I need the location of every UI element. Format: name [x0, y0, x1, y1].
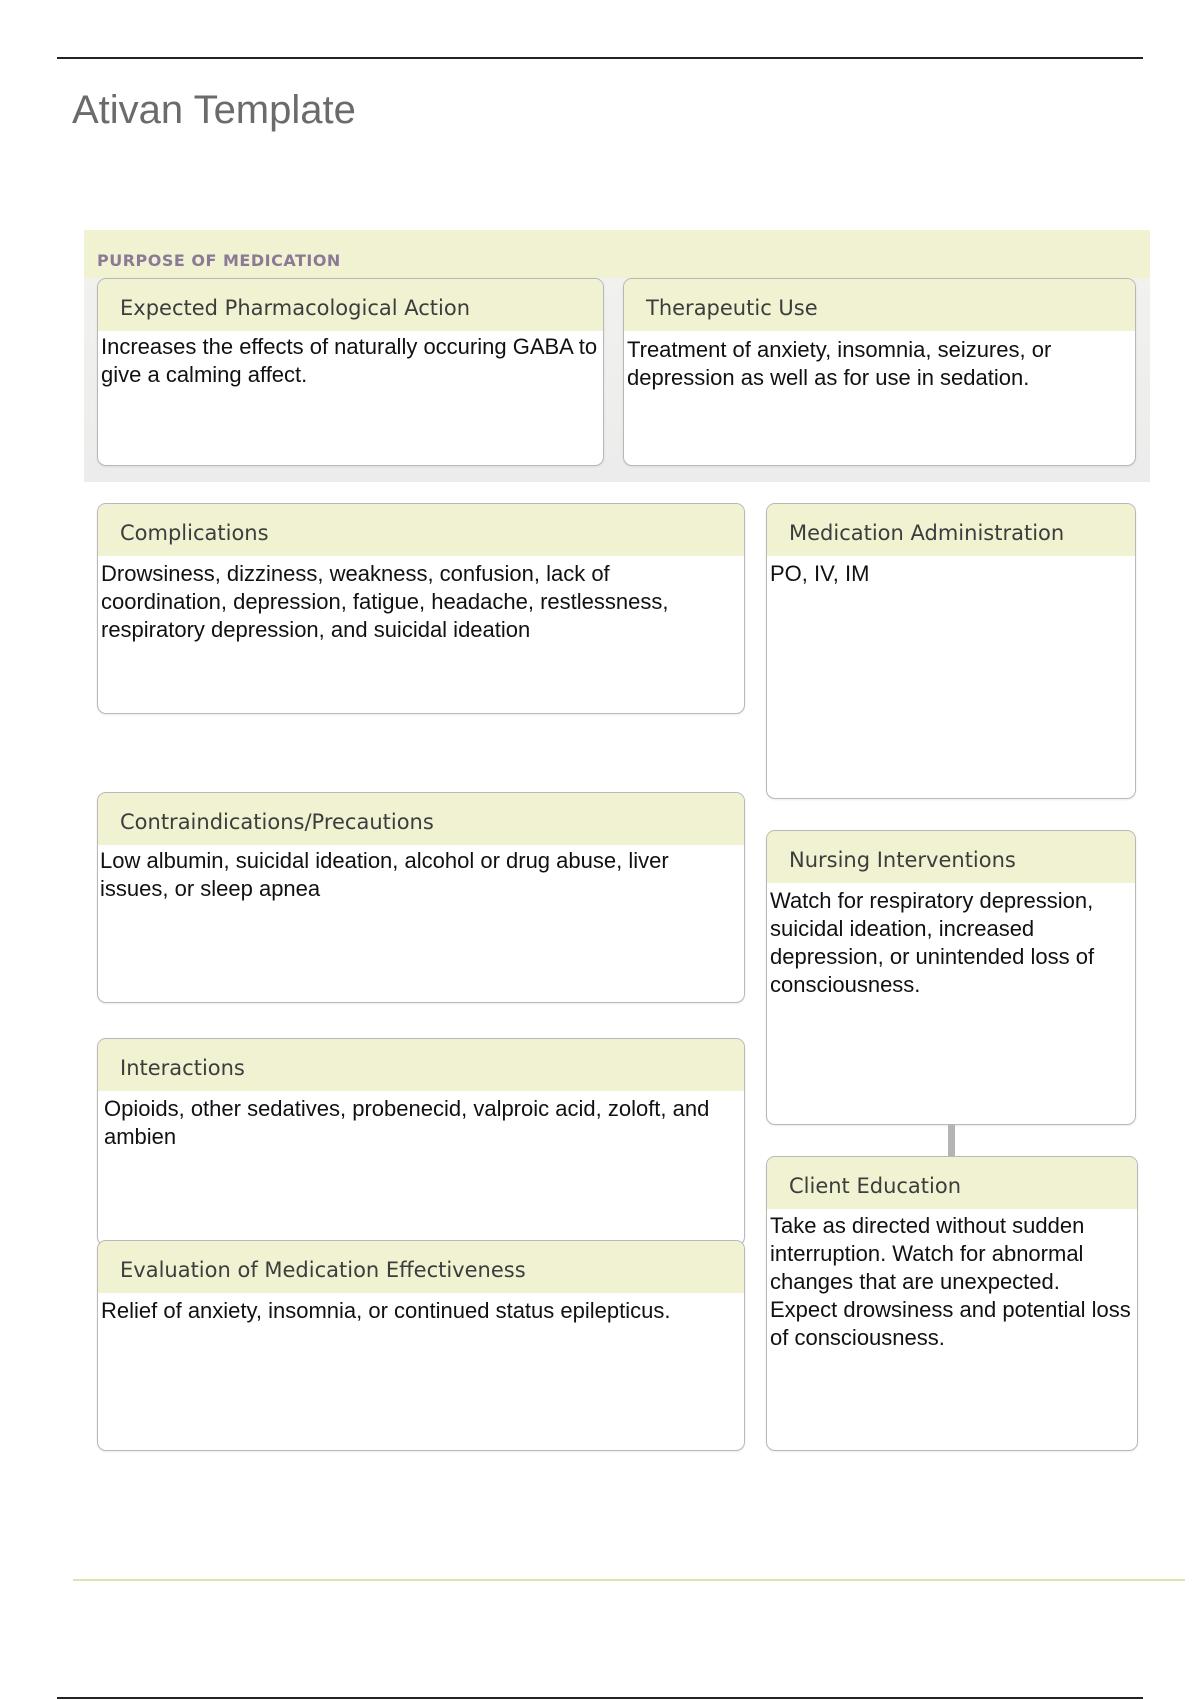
client-education-heading: Client Education [767, 1157, 1137, 1209]
interactions-text: Opioids, other sedatives, probenecid, valproic acid, zoloft, and ambien [104, 1096, 710, 1149]
expected-action-text: Increases the effects of naturally occuring GABA to give a calming affect. [101, 334, 598, 387]
page-title: Ativan Template [72, 88, 356, 132]
client-education-card [766, 1156, 1138, 1451]
contraindications-heading: Contraindications/Precautions [98, 793, 744, 845]
complications-heading: Complications [98, 504, 744, 556]
expected-action-heading: Expected Pharmacological Action [98, 279, 603, 331]
evaluation-text: Relief of anxiety, insomnia, or continued status epilepticus. [101, 1298, 671, 1323]
footer-accent-rule [73, 1579, 1185, 1581]
interactions-card [97, 1038, 745, 1246]
purpose-of-medication-label: PURPOSE OF MEDICATION [97, 251, 341, 270]
nursing-to-education-connector [948, 1125, 955, 1158]
therapeutic-use-text: Treatment of anxiety, insomnia, seizures, or depression as well as for use in sedation. [627, 337, 1052, 390]
client-education-text: Take as directed without sudden interruption. Watch for abnormal changes that are unexpected. Expect drowsiness and potential loss of consciousness. [770, 1213, 1131, 1350]
top-rule [57, 57, 1143, 59]
expected-action-card [97, 278, 604, 466]
nursing-interventions-heading: Nursing Interventions [767, 831, 1135, 883]
contraindications-card [97, 792, 745, 1003]
medication-administration-text: PO, IV, IM [770, 561, 870, 586]
medication-administration-heading: Medication Administration [767, 504, 1135, 556]
nursing-interventions-card [766, 830, 1136, 1125]
bottom-rule [57, 1697, 1143, 1699]
complications-text: Drowsiness, dizziness, weakness, confusion, lack of coordination, depression, fatigue, headache, restlessness, respiratory depression, and suicidal ideation [101, 561, 669, 642]
therapeutic-use-heading: Therapeutic Use [624, 279, 1135, 331]
evaluation-card [97, 1240, 745, 1451]
medication-administration-card [766, 503, 1136, 799]
nursing-interventions-text: Watch for respiratory depression, suicidal ideation, increased depression, or unintended loss of consciousness. [770, 888, 1095, 997]
contraindications-text: Low albumin, suicidal ideation, alcohol or drug abuse, liver issues, or sleep apnea [100, 848, 669, 901]
complications-card [97, 503, 745, 714]
evaluation-heading: Evaluation of Medication Effectiveness [98, 1241, 744, 1293]
therapeutic-use-card [623, 278, 1136, 466]
interactions-heading: Interactions [98, 1039, 744, 1091]
